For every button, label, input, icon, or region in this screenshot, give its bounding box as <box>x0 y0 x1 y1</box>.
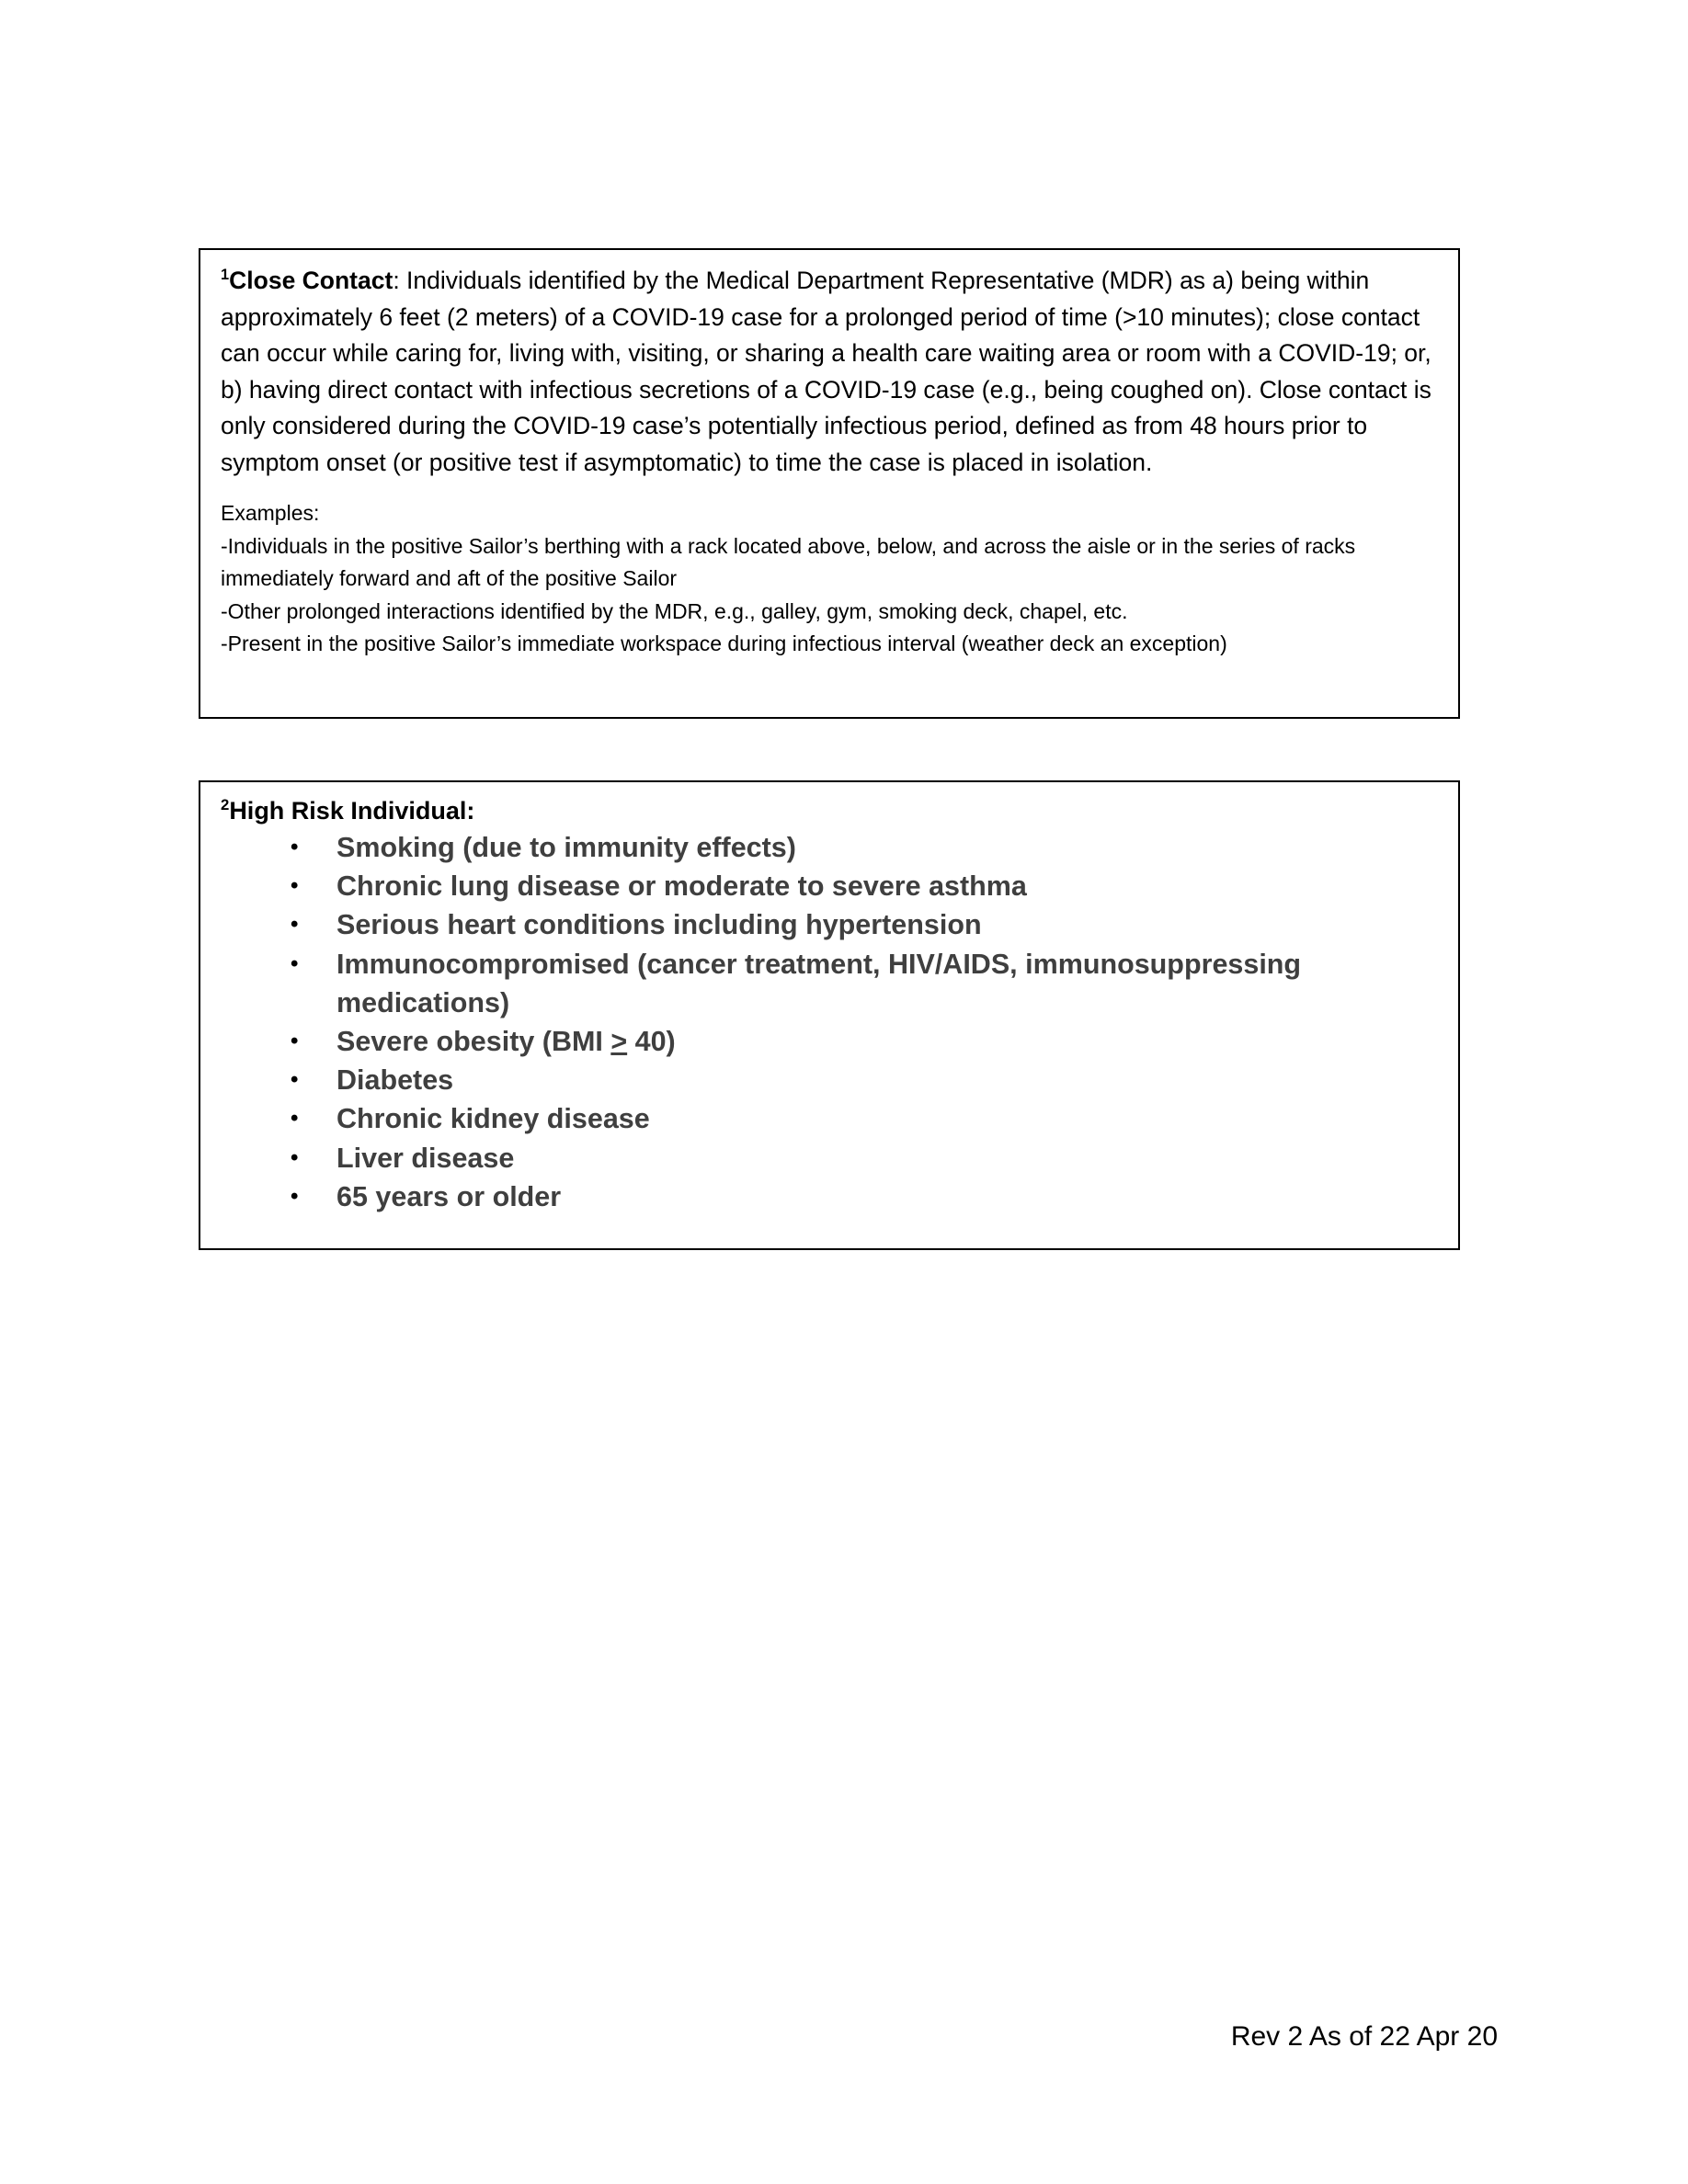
bullet-icon: • <box>291 1183 299 1209</box>
high-risk-box <box>199 780 1460 1250</box>
high-risk-list <box>221 828 1438 1216</box>
list-item: • Severe obesity (BMI > 40) <box>291 1022 1438 1061</box>
close-contact-text: : Individuals identified by the Medical Department Representative (MDR) as a) being within approximately 6 feet (2 meters) of a COVID-19 case for a prolonged period of time (>10 minutes); close contact can occur while caring for, living with, visiting, or sharing a health care waiting area or room with a COVID-19; or, b) having direct contact with infectious secretions of a COVID-19 case (e.g., being coughed on). Close contact is only considered during the COVID-19 case’s potentially infectious period, defined as from 48 hours prior to symptom onset (or positive test if asymptomatic) to time the case is placed in isolation. <box>221 267 1431 476</box>
example-item: -Other prolonged interactions identified by the MDR, e.g., galley, gym, smoking deck, chapel, etc. <box>221 598 1128 623</box>
example-item: -Present in the positive Sailor’s immediate workspace during infectious interval (weather deck an exception) <box>221 631 1227 655</box>
list-item: • Smoking (due to immunity effects) <box>291 828 1438 867</box>
list-item: • Serious heart conditions including hypertension <box>291 905 1438 944</box>
bullet-icon: • <box>291 1144 299 1170</box>
bullet-icon: • <box>291 873 299 899</box>
bullet-icon: • <box>291 1029 299 1054</box>
examples-section <box>221 497 1438 661</box>
bullet-icon: • <box>291 912 299 938</box>
bullet-icon: • <box>291 1067 299 1093</box>
close-contact-term: Close Contact <box>229 267 393 294</box>
list-item: • Liver disease <box>291 1139 1438 1177</box>
footnote-marker-2: 2 <box>221 796 230 813</box>
footnote-marker-1: 1 <box>221 267 230 284</box>
close-contact-box <box>199 248 1460 719</box>
list-item: • 65 years or older <box>291 1177 1438 1216</box>
bullet-icon: • <box>291 1106 299 1132</box>
list-item: • Immunocompromised (cancer treatment, HIV/AIDS, immunosuppressing medications) <box>291 945 1438 1022</box>
close-contact-definition <box>221 263 1438 481</box>
bullet-icon: • <box>291 835 299 859</box>
list-item: • Diabetes <box>291 1061 1438 1099</box>
bullet-icon: • <box>291 950 299 976</box>
high-risk-title: $^2$High Risk Individual: <box>221 796 475 825</box>
example-item: -Individuals in the positive Sailor’s berthing with a rack located above, below, and across the aisle or in the series of racks immediately forward and aft of the positive Sailor <box>221 533 1356 590</box>
list-item: • Chronic kidney disease <box>291 1099 1438 1138</box>
list-item: • Chronic lung disease or moderate to severe asthma <box>291 867 1438 905</box>
examples-heading: Examples: <box>221 501 320 525</box>
revision-footer: Rev 2 As of 22 Apr 20 <box>1230 2021 1498 2052</box>
